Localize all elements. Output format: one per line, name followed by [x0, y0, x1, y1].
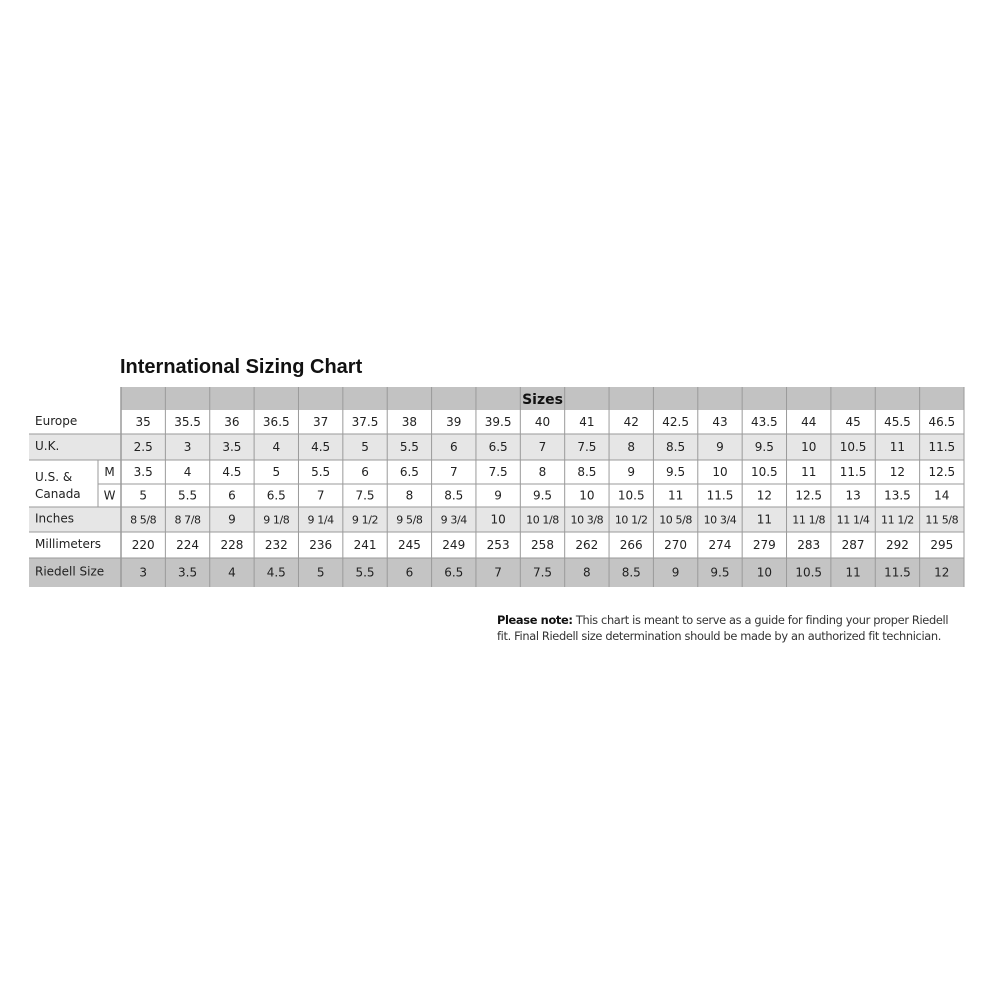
cell-inches: 11 1/4 [836, 513, 870, 527]
cell-europe: 41 [579, 415, 595, 429]
cell-millimeters: 274 [708, 538, 732, 552]
row-label-riedell: Riedell Size [35, 564, 105, 579]
cell-us-w: 9.5 [532, 488, 553, 503]
cell-europe: 45 [845, 415, 861, 429]
cell-us-w: 5 [139, 488, 148, 503]
cell-us-m: 11 [801, 465, 817, 479]
cell-uk: 5 [361, 440, 369, 454]
cell-us-m: 7 [449, 465, 458, 479]
cell-riedell: 6.5 [444, 565, 464, 580]
cell-us-m: 4 [183, 465, 192, 479]
cell-inches: 11 1/2 [881, 513, 914, 527]
cell-europe: 38 [401, 415, 418, 429]
cell-millimeters: 220 [131, 538, 155, 552]
cell-uk: 10.5 [839, 440, 867, 454]
cell-uk: 8 [627, 440, 636, 454]
row-label-millimeters: Millimeters [35, 537, 102, 551]
cell-us-w: 7.5 [355, 488, 375, 503]
cell-millimeters: 245 [397, 538, 421, 552]
cell-millimeters: 258 [531, 538, 554, 552]
cell-inches: 9 3/4 [440, 513, 467, 527]
please-note-text: This chart is meant to serve as a guide for finding your proper Riedell fit. Final Riedell size determination should be made by an authorized fit technician. [497, 613, 949, 643]
cell-us-w: 8 [405, 488, 414, 503]
cell-riedell: 8.5 [621, 565, 641, 580]
cell-riedell: 9 [671, 565, 680, 580]
row-sublabel-us-m: M [104, 465, 115, 479]
cell-inches: 10 1/8 [526, 513, 559, 527]
chart-title: International Sizing Chart [120, 356, 363, 378]
cell-us-w: 13 [845, 488, 861, 503]
cell-us-m: 8.5 [577, 465, 597, 479]
cell-uk: 2.5 [133, 440, 153, 454]
cell-riedell: 6 [405, 565, 414, 580]
cell-us-m: 6.5 [399, 465, 419, 479]
cell-europe: 45.5 [884, 415, 911, 429]
cell-europe: 42.5 [662, 415, 689, 429]
row-label-inches: Inches [35, 511, 74, 526]
cell-riedell: 8 [583, 565, 591, 580]
cell-riedell: 7.5 [532, 565, 553, 580]
cell-millimeters: 253 [486, 538, 510, 552]
cell-europe: 36 [224, 415, 240, 429]
cell-europe: 39 [446, 415, 462, 429]
row-sublabel-us-w: W [103, 488, 116, 503]
cell-uk: 9 [716, 440, 724, 454]
cell-us-m: 12.5 [928, 465, 956, 479]
please-note [497, 612, 957, 644]
cell-inches: 11 1/8 [792, 513, 826, 527]
cell-millimeters: 236 [309, 538, 333, 552]
cell-millimeters: 292 [885, 538, 909, 552]
cell-inches: 11 [756, 512, 772, 527]
cell-riedell: 3.5 [178, 565, 198, 580]
cell-us-m: 10 [712, 465, 728, 479]
header-sizes: Sizes [522, 392, 563, 408]
cell-inches: 11 5/8 [925, 513, 959, 527]
cell-inches: 10 3/4 [703, 513, 737, 527]
cell-riedell: 5 [316, 565, 325, 580]
cell-us-w: 14 [934, 488, 950, 503]
cell-riedell: 11.5 [884, 565, 911, 580]
cell-millimeters: 287 [841, 538, 865, 552]
cell-uk: 11.5 [928, 440, 956, 454]
cell-uk: 10 [801, 440, 817, 454]
cell-us-w: 13.5 [884, 488, 911, 503]
cell-riedell: 3 [139, 565, 148, 580]
cell-inches: 9 1/4 [307, 513, 334, 527]
cell-us-m: 5 [272, 465, 281, 479]
cell-uk: 3 [183, 440, 192, 454]
cell-europe: 37.5 [351, 415, 379, 429]
cell-us-w: 6.5 [266, 488, 286, 503]
cell-us-m: 6 [361, 465, 369, 479]
cell-inches: 10 [490, 512, 506, 527]
cell-europe: 35.5 [174, 415, 201, 429]
cell-us-w: 10 [579, 488, 595, 503]
please-note-label: Please note: [497, 613, 573, 627]
cell-us-w: 8.5 [444, 488, 464, 503]
cell-europe: 43.5 [750, 415, 778, 429]
cell-europe: 40 [534, 415, 551, 429]
cell-millimeters: 224 [176, 538, 200, 552]
cell-riedell: 9.5 [710, 565, 730, 580]
cell-inches: 9 1/8 [263, 513, 290, 527]
cell-europe: 37 [313, 415, 329, 429]
cell-us-w: 12.5 [795, 488, 823, 503]
cell-millimeters: 228 [220, 538, 244, 552]
cell-inches: 8 5/8 [130, 513, 157, 527]
cell-uk: 7 [538, 440, 547, 454]
cell-millimeters: 266 [619, 538, 643, 552]
cell-us-m: 7.5 [488, 465, 508, 479]
cell-europe: 46.5 [928, 415, 956, 429]
cell-europe: 36.5 [262, 415, 290, 429]
cell-europe: 39.5 [484, 415, 512, 429]
cell-uk: 8.5 [666, 440, 686, 454]
cell-us-w: 5.5 [178, 488, 198, 503]
cell-europe: 43 [712, 415, 728, 429]
cell-inches: 9 1/2 [351, 513, 379, 527]
cell-us-w: 11 [667, 488, 684, 503]
cell-millimeters: 295 [930, 538, 954, 552]
cell-uk: 6.5 [488, 440, 508, 454]
cell-millimeters: 232 [264, 538, 288, 552]
cell-riedell: 11 [845, 565, 861, 580]
cell-riedell: 4.5 [266, 565, 286, 580]
cell-riedell: 12 [934, 565, 950, 580]
cell-uk: 7.5 [577, 440, 597, 454]
cell-us-m: 5.5 [311, 465, 331, 479]
cell-us-m: 4.5 [222, 465, 242, 479]
cell-us-w: 10.5 [617, 488, 645, 503]
cell-riedell: 7 [494, 565, 502, 580]
cell-us-w: 12 [756, 488, 772, 503]
cell-uk: 9.5 [754, 440, 774, 454]
cell-riedell: 10 [756, 565, 772, 580]
cell-uk: 4 [272, 440, 281, 454]
cell-us-m: 9.5 [666, 465, 686, 479]
cell-millimeters: 270 [664, 538, 688, 552]
cell-us-m: 9 [627, 465, 636, 479]
cell-us-m: 12 [889, 465, 906, 479]
cell-uk: 3.5 [222, 440, 242, 454]
cell-riedell: 5.5 [355, 565, 375, 580]
cell-us-w: 9 [494, 488, 502, 503]
cell-inches: 8 7/8 [174, 513, 201, 527]
cell-uk: 4.5 [311, 440, 331, 454]
row-label-us-canada-line2: Canada [35, 487, 81, 501]
cell-us-w: 11.5 [706, 488, 734, 503]
cell-uk: 11 [889, 440, 906, 454]
cell-uk: 5.5 [399, 440, 419, 454]
cell-millimeters: 279 [752, 538, 776, 552]
cell-us-m: 11.5 [839, 465, 867, 479]
cell-riedell: 4 [228, 565, 236, 580]
cell-inches: 10 3/8 [570, 513, 604, 527]
cell-inches: 10 1/2 [614, 513, 648, 527]
cell-europe: 35 [135, 415, 151, 429]
cell-europe: 44 [801, 415, 817, 429]
cell-us-w: 7 [316, 488, 325, 503]
cell-us-m: 3.5 [133, 465, 153, 479]
row-label-uk: U.K. [35, 439, 60, 453]
cell-millimeters: 283 [797, 538, 821, 552]
cell-us-m: 8 [538, 465, 547, 479]
cell-millimeters: 262 [575, 538, 599, 552]
cell-inches: 9 [228, 512, 236, 527]
cell-europe: 42 [623, 415, 639, 429]
cell-inches: 10 5/8 [659, 513, 693, 527]
cell-millimeters: 241 [353, 538, 377, 552]
cell-inches: 9 5/8 [396, 513, 423, 527]
row-label-us-canada: U.S. & [35, 470, 73, 484]
cell-riedell: 10.5 [795, 565, 823, 580]
cell-us-m: 10.5 [750, 465, 778, 479]
cell-uk: 6 [449, 440, 458, 454]
row-label-europe: Europe [35, 414, 78, 428]
cell-millimeters: 249 [442, 538, 466, 552]
cell-us-w: 6 [228, 488, 236, 503]
